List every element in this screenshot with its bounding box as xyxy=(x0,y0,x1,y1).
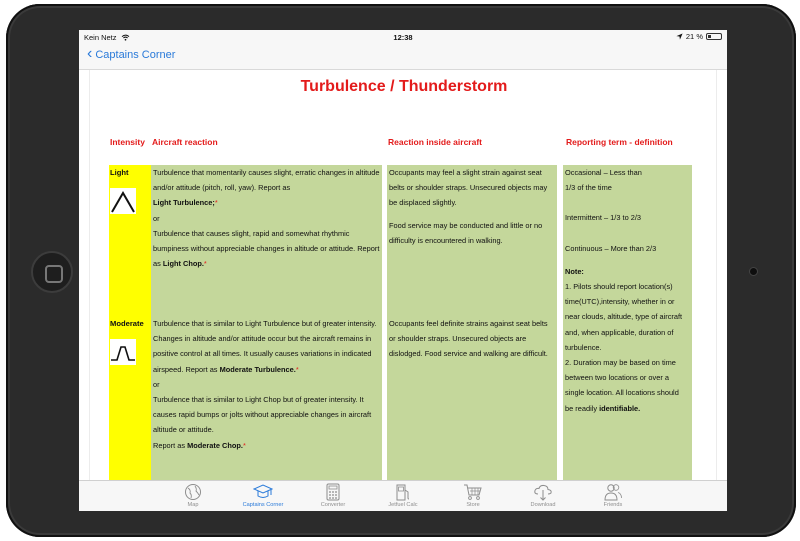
light-inside-text-1: Occupants may feel a slight strain against seat belts or shoulder straps. Unsecured objects may be displaced slightly. xyxy=(389,168,548,208)
carrier-label: Kein Netz xyxy=(84,33,117,42)
chevron-left-icon: ‹ xyxy=(87,45,93,62)
intermittent-definition: Intermittent – 1/3 to 2/3 xyxy=(565,213,642,223)
navigation-bar xyxy=(79,44,727,70)
moderate-aircraft-text-1: Turbulence that is similar to Light Turbulence but of greater intensity. Changes in altitude and/or attitude occur but the aircraft remains in positive control at all times. It usually causes variations in indicated airspeed. Report as xyxy=(153,319,377,374)
tab-label: Store xyxy=(466,502,480,508)
intensity-moderate: Moderate xyxy=(110,319,144,328)
shopping-cart-icon xyxy=(463,483,483,501)
moderate-reaction-inside xyxy=(389,316,555,362)
tab-label: Friends xyxy=(603,502,623,508)
home-button[interactable] xyxy=(31,251,73,293)
note-label: Note: xyxy=(565,266,584,276)
light-turbulence-term: Light Turbulence; xyxy=(153,198,215,208)
moderate-inside-text: Occupants feel definite strains against seat belts or shoulder straps. Unsecured objects are dislodged. Food service and walking are difficult. xyxy=(389,319,548,359)
header-aircraft-reaction: Aircraft reaction xyxy=(152,137,218,147)
screen xyxy=(79,30,727,511)
light-aircraft-text-1: Turbulence that momentarily causes slight, erratic changes in altitude and/or attitude (pitch, roll, yaw). Report as xyxy=(153,168,380,193)
asterisk-mark: * xyxy=(214,198,218,208)
tab-store[interactable] xyxy=(443,483,503,508)
tab-bar xyxy=(79,480,727,511)
header-reporting-term: Reporting term - definition xyxy=(566,137,673,147)
tab-friends[interactable] xyxy=(583,483,643,508)
battery-icon xyxy=(706,33,722,40)
light-chop-term: Light Chop. xyxy=(162,259,204,269)
light-inside-text-2: Food service may be conducted and little or no difficulty is encountered in walking. xyxy=(389,220,543,245)
cloud-download-icon xyxy=(533,483,553,501)
tab-label: Download xyxy=(530,502,556,508)
header-intensity: Intensity xyxy=(110,137,145,147)
occasional-definition-1: Occasional – Less than xyxy=(565,168,642,177)
calculator-icon xyxy=(323,483,343,501)
light-reaction-inside xyxy=(389,165,555,248)
moderate-chop-term: Moderate Chop. xyxy=(187,440,243,450)
report-as-label: Report as xyxy=(153,440,186,450)
moderate-aircraft-reaction xyxy=(153,316,381,453)
light-aircraft-reaction xyxy=(153,165,381,271)
light-aircraft-text-2: Turbulence that causes slight, rapid and somewhat rhythmic bumpiness without appreciable changes in altitude or attitude. Report as xyxy=(153,228,380,269)
asterisk-mark: * xyxy=(203,259,207,269)
continuous-definition: Continuous – More than 2/3 xyxy=(565,243,657,253)
tab-label: Converter xyxy=(320,502,346,508)
clock: 12:38 xyxy=(393,33,413,42)
globe-icon xyxy=(183,483,203,501)
back-button-label: Captains Corner xyxy=(95,49,176,61)
tab-label: Map xyxy=(187,502,199,508)
front-camera xyxy=(749,267,758,276)
document-view[interactable] xyxy=(79,70,727,480)
tab-captains-corner[interactable] xyxy=(233,483,293,508)
moderate-aircraft-text-2: Turbulence that is similar to Light Chop but of greater intensity. It causes rapid bumps or jolts without appreciable changes in aircraft altitude or attitude. xyxy=(153,395,372,435)
tab-converter[interactable] xyxy=(303,483,363,508)
asterisk-mark: * xyxy=(295,364,299,374)
location-arrow-icon xyxy=(676,33,683,40)
tab-jetfuel-calc[interactable] xyxy=(373,483,433,508)
battery-level xyxy=(708,35,711,38)
document-page xyxy=(89,70,717,480)
moderate-turbulence-term: Moderate Turbulence. xyxy=(219,364,296,374)
light-turbulence-icon xyxy=(110,188,136,214)
battery-percent: 21 % xyxy=(685,32,703,41)
intensity-light: Light xyxy=(110,168,129,177)
note-item-2-end: identifiable. xyxy=(599,403,641,413)
back-button[interactable] xyxy=(87,45,176,62)
note-item-1: 1. Pilots should report location(s) time(UTC),intensity, whether in or near clouds, altitude, type of aircraft and, when applicable, duration of turbulence. xyxy=(565,282,683,352)
or-label: or xyxy=(153,213,160,223)
moderate-turbulence-icon xyxy=(110,339,136,365)
document-title: Turbulence / Thunderstorm xyxy=(300,78,508,95)
tab-label: Jetfuel Calc xyxy=(388,502,418,508)
asterisk-mark: * xyxy=(242,440,246,450)
header-reaction-inside: Reaction inside aircraft xyxy=(388,137,483,147)
status-bar xyxy=(79,30,727,44)
graduation-cap-icon xyxy=(253,483,273,501)
tab-download[interactable] xyxy=(513,483,573,508)
occasional-definition-2: 1/3 of the time xyxy=(565,183,612,193)
fuel-pump-icon xyxy=(393,483,413,501)
tab-label: Captains Corner xyxy=(242,502,284,508)
tab-map[interactable] xyxy=(163,483,223,508)
battery-status xyxy=(676,32,722,41)
users-icon xyxy=(603,483,623,501)
note-item-2: 2. Duration may be based on time between two locations or over a single location. All locations should be readily xyxy=(565,358,679,413)
or-label: or xyxy=(153,379,160,389)
reporting-term-definitions xyxy=(565,165,689,416)
